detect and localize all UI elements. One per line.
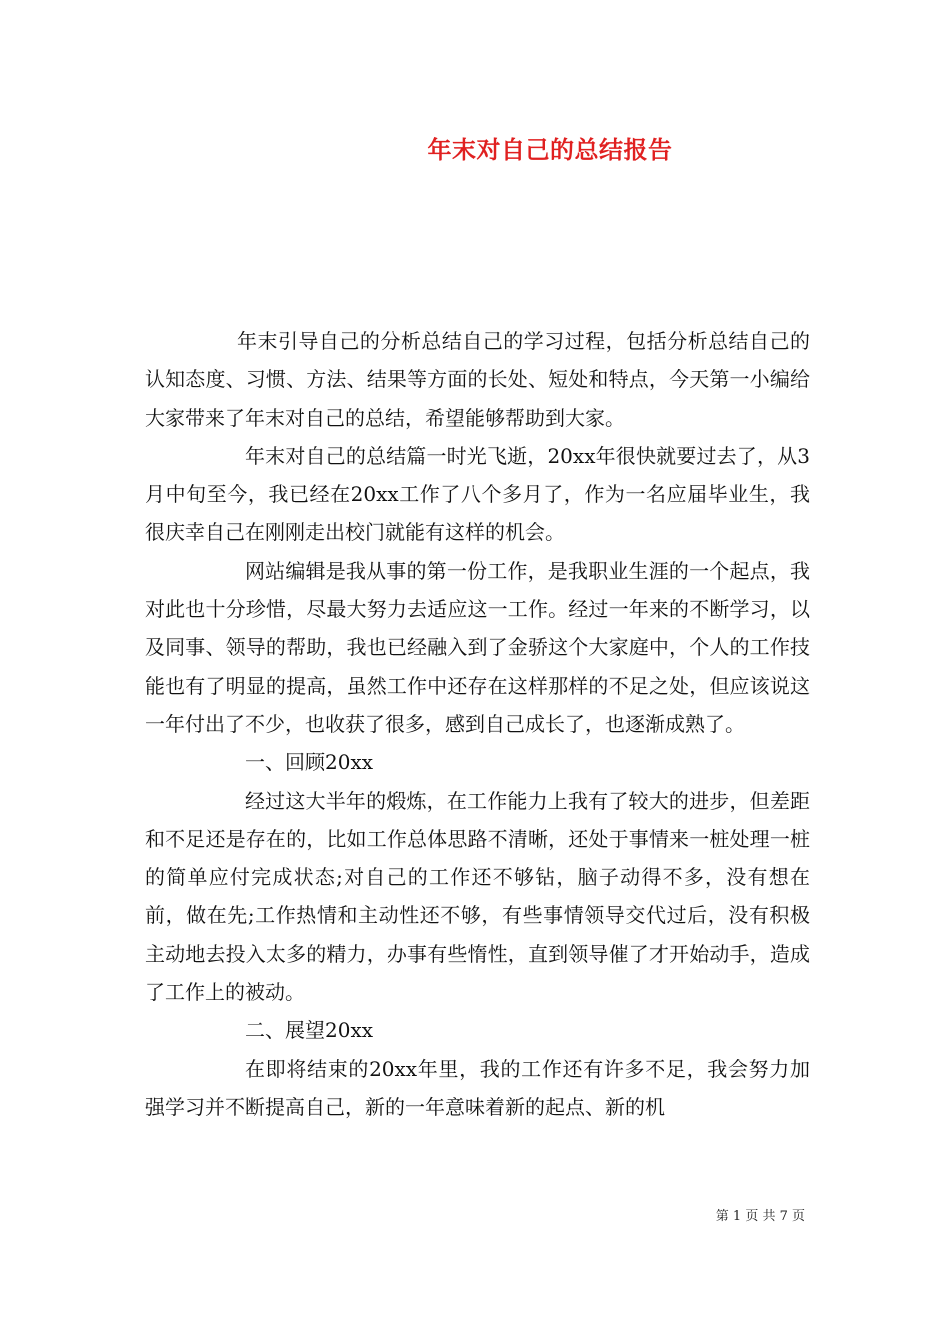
paragraph-website-editor: 网站编辑是我从事的第一份工作，是我职业生涯的一个起点，我对此也十分珍惜，尽最大努力去适应这一工作。经过一年来的不断学习，以及同事、领导的帮助，我也已经融入到了金骄这个大家庭中，个人的工作技能也有了明显的提高，虽然工作中还存在这样那样的不足之处，但应该说这一年付出了不少，也收获了很多，感到自己成长了，也逐渐成熟了。 bbox=[145, 558, 810, 736]
document-body bbox=[145, 322, 810, 1126]
document-title: 年末对自己的总结报告 bbox=[427, 135, 673, 164]
section-heading-review: 一、回顾20xx bbox=[245, 750, 374, 775]
paragraph-outlook: 在即将结束的20xx年里，我的工作还有许多不足，我会努力加强学习并不断提高自己，新的一年意味着新的起点、新的机 bbox=[145, 1056, 810, 1119]
section-heading-outlook: 二、展望20xx bbox=[245, 1018, 374, 1043]
paragraph-intro: 年末引导自己的分析总结自己的学习过程，包括分析总结自己的认知态度、习惯、方法、结果等方面的长处、短处和特点，今天第一小编给大家带来了年末对自己的总结，希望能够帮助到大家。 bbox=[145, 329, 810, 430]
paragraph-part-one: 年末对自己的总结篇一时光飞逝，20xx年很快就要过去了，从3月中旬至今，我已经在20xx工作了八个多月了，作为一名应届毕业生，我很庆幸自己在刚刚走出校门就能有这样的机会。 bbox=[145, 443, 810, 545]
page-number-footer: 第 1 页 共 7 页 bbox=[715, 1209, 805, 1224]
paragraph-review: 经过这大半年的煅炼，在工作能力上我有了较大的进步，但差距和不足还是存在的，比如工作总体思路不清晰，还处于事情来一桩处理一桩的简单应付完成状态;对自己的工作还不够钻，脑子动得不多，没有想在前，做在先;工作热情和主动性还不够，有些事情领导交代过后，没有积极主动地去投入太多的精力，办事有些惰性，直到领导催了才开始动手，造成了工作上的被动。 bbox=[145, 788, 810, 1005]
